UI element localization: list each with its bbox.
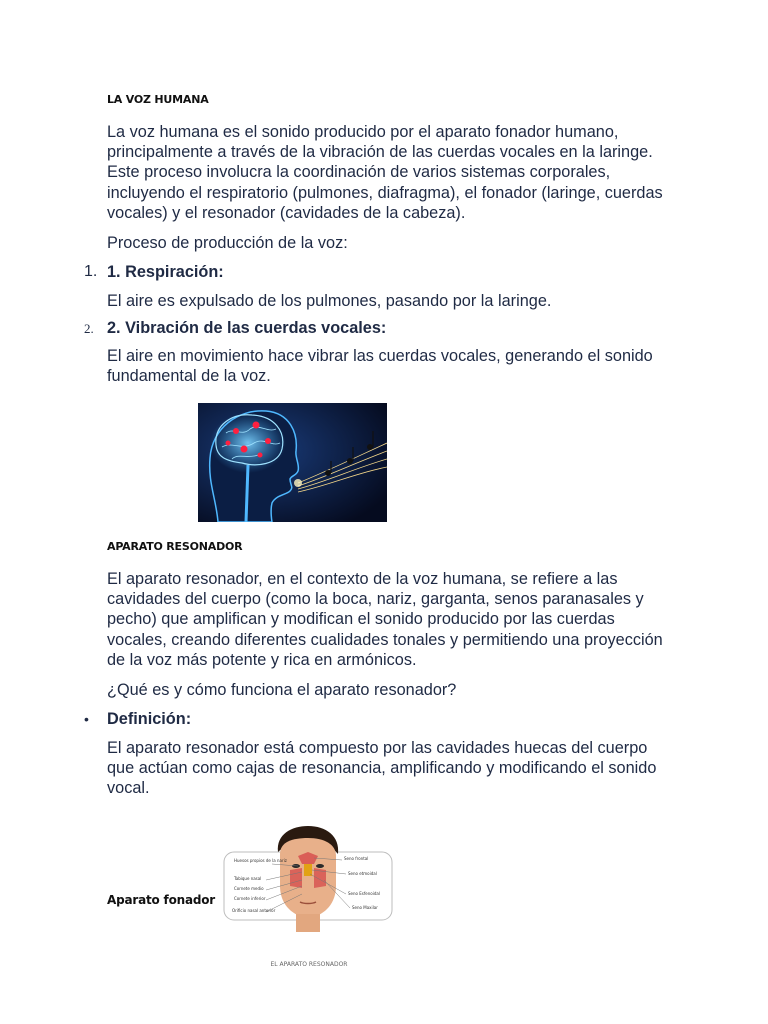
bullet-marker: • bbox=[84, 711, 89, 727]
aparato-fonador-label: Aparato fonador bbox=[107, 893, 216, 907]
list-marker-2: 2. bbox=[84, 321, 94, 336]
figure-caption: EL APARATO RESONADOR bbox=[270, 961, 348, 968]
list-marker-1: 1. bbox=[84, 263, 98, 280]
resonador-question: ¿Qué es y cómo funciona el aparato resonador? bbox=[107, 681, 457, 699]
resonator-figure bbox=[216, 808, 402, 988]
definition-title: Definición: bbox=[107, 710, 192, 728]
definition-text: El aparato resonador está compuesto por las cavidades huecas del cuerpo que actúan como cajas de resonancia, amplificando y modificando el sonido vocal. bbox=[107, 739, 657, 798]
label-seno-etmoidal: Seno etmoidal bbox=[348, 871, 377, 876]
resonador-paragraph: El aparato resonador, en el contexto de la voz humana, se refiere a las cavidades del cuerpo (como la boca, nariz, garganta, senos paranasales y pecho) que amplifican y modifican el sonido producido por las cuerdas vocales, creando diferentes cualidades tonales y permitiendo una proyección de la voz más potente y rica en armónicos. bbox=[107, 570, 663, 669]
step-2-text: El aire en movimiento hace vibrar las cuerdas vocales, generando el sonido fundamental de la voz. bbox=[107, 347, 653, 386]
step-1-text: El aire es expulsado de los pulmones, pasando por la laringe. bbox=[107, 292, 552, 310]
intro-paragraph: La voz humana es el sonido producido por el aparato fonador humano, principalmente a través de la vibración de las cuerdas vocales en la laringe. Este proceso involucra la coordinación de varios sistemas corporales, incluyendo el respiratorio (pulmones, diafragma), el fonador (laringe, cuerdas vocales) y el resonador (cavidades de la cabeza). bbox=[107, 123, 663, 222]
label-orificio: Orificio nasal anterior bbox=[232, 908, 276, 913]
label-seno-maxilar: Seno Maxilar bbox=[352, 905, 378, 910]
label-huesos: Huesos propios de la nariz bbox=[234, 858, 287, 863]
step-1-title: 1. Respiración: bbox=[107, 263, 224, 281]
label-seno-frontal: Seno frontal bbox=[344, 856, 369, 861]
brain-voice-image bbox=[198, 403, 387, 522]
section-title-voz-humana: LA VOZ HUMANA bbox=[107, 93, 209, 106]
step-2-title: 2. Vibración de las cuerdas vocales: bbox=[107, 319, 387, 337]
label-seno-esfenoidal: Seno Esfenoidal bbox=[348, 891, 380, 896]
section-title-aparato-resonador: APARATO RESONADOR bbox=[107, 540, 243, 553]
label-tabique: Tabique nasal bbox=[234, 876, 262, 881]
label-cornete-inferior: Cornete inferior bbox=[234, 896, 266, 901]
label-cornete-medio: Cornete medio bbox=[234, 886, 264, 891]
process-heading: Proceso de producción de la voz: bbox=[107, 234, 348, 252]
